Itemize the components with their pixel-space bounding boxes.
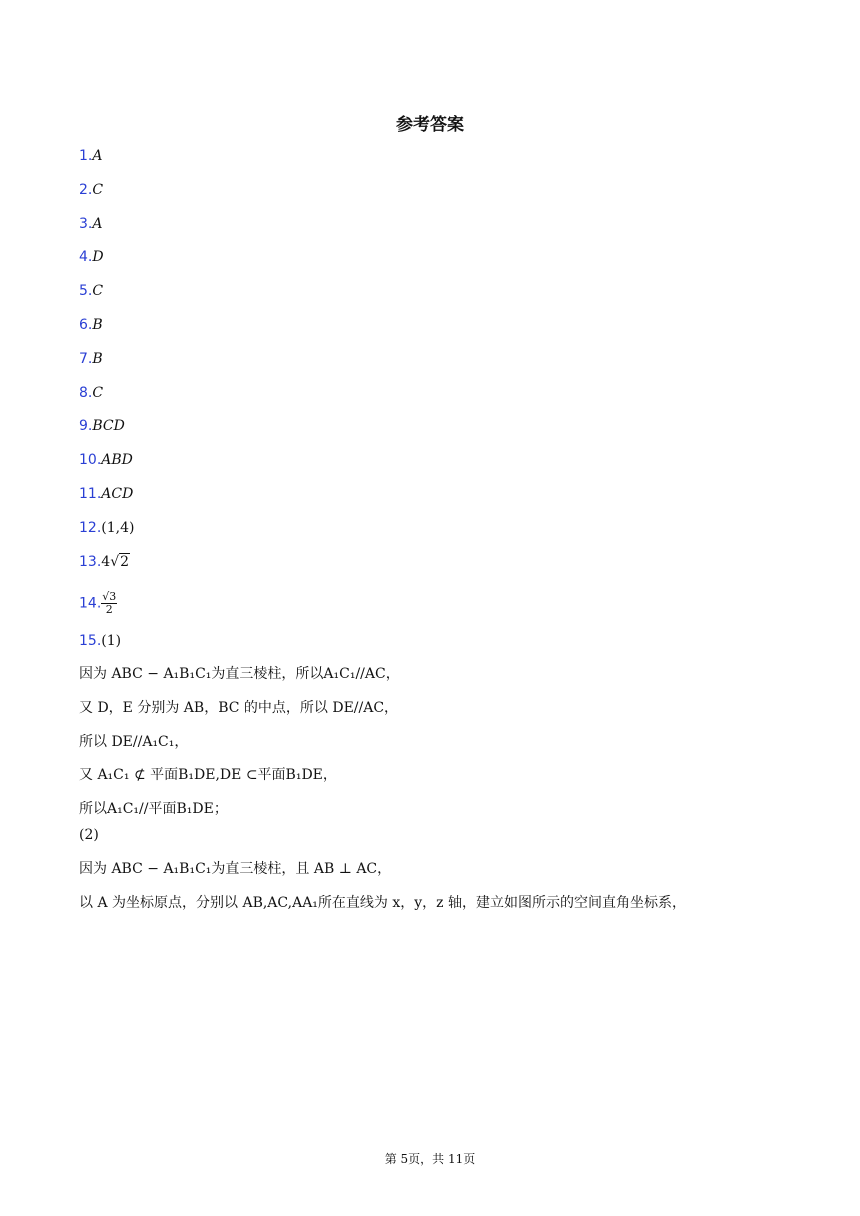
answer-line — [79, 383, 103, 403]
answer-line — [79, 281, 103, 301]
answer-number: 10. — [79, 452, 102, 468]
answer-number: 5. — [79, 283, 93, 299]
fraction-numerator: √3 — [102, 590, 117, 603]
radicand: 2 — [120, 554, 130, 570]
answer-value: A — [92, 148, 103, 164]
answer-value: C — [92, 182, 104, 198]
answer-value: (1,4) — [101, 520, 135, 536]
answer-line — [79, 180, 103, 200]
solution-line: 以 A 为坐标原点，分别以 AB,AC,AA₁所在直线为 x，y，z 轴，建立如图所示的空间直角坐标系， — [79, 895, 686, 911]
answer-value: A — [92, 216, 103, 232]
answer-line — [79, 247, 104, 267]
answer-value: ABD — [101, 452, 133, 468]
answer-value: BCD — [92, 418, 125, 434]
solution-line: 所以 DE//A₁C₁， — [79, 734, 189, 750]
answer-number: 12. — [79, 520, 102, 536]
answer-value: ACD — [101, 486, 134, 502]
solution-line: (2) — [79, 827, 99, 843]
answer-line — [79, 315, 103, 335]
fraction-denominator: 2 — [105, 603, 113, 616]
answer-line — [79, 631, 121, 651]
solution-line: 因为 ABC − A₁B₁C₁为直三棱柱，所以A₁C₁//AC， — [79, 666, 400, 682]
answer-value: B — [92, 317, 103, 333]
fraction — [101, 591, 117, 616]
answer-number: 9. — [79, 418, 93, 434]
square-root: √2 — [110, 554, 130, 570]
answer-number: 13. — [79, 554, 102, 570]
answer-value: B — [92, 351, 103, 367]
answer-line — [79, 349, 103, 369]
answer-line — [79, 552, 130, 572]
answer-number: 11. — [79, 486, 102, 502]
answer-line — [79, 484, 133, 504]
answer-number: 8. — [79, 385, 93, 401]
answer-value: C — [92, 283, 104, 299]
answer-line — [79, 214, 102, 234]
page-title: 参考答案 — [396, 115, 464, 135]
answer-number: 2. — [79, 182, 93, 198]
solution-line: 又 A₁C₁ ⊄ 平面B₁DE,DE ⊂平面B₁DE， — [79, 767, 337, 783]
answer-line — [79, 591, 117, 616]
answer-line — [79, 416, 125, 436]
answer-line — [79, 518, 134, 538]
page-footer: 第 5页，共 11页 — [384, 1152, 476, 1166]
answer-number: 6. — [79, 317, 93, 333]
answer-value: 4 — [101, 554, 111, 570]
answer-value: (1) — [101, 633, 122, 649]
solution-line: 因为 ABC − A₁B₁C₁为直三棱柱，且 AB ⊥ AC， — [79, 861, 392, 877]
answer-number: 15. — [79, 633, 102, 649]
answer-line — [79, 146, 102, 166]
answer-number: 1. — [79, 148, 93, 164]
solution-line: 又 D，E 分别为 AB，BC 的中点，所以 DE//AC， — [79, 700, 399, 716]
answer-number: 7. — [79, 351, 93, 367]
answer-number: 4. — [79, 249, 93, 265]
answer-number: 14. — [79, 595, 102, 612]
answer-line — [79, 450, 133, 470]
answer-value: C — [92, 385, 104, 401]
answer-value: D — [92, 249, 104, 265]
solution-line: 所以A₁C₁//平面B₁DE； — [79, 801, 228, 817]
answer-number: 3. — [79, 216, 93, 232]
